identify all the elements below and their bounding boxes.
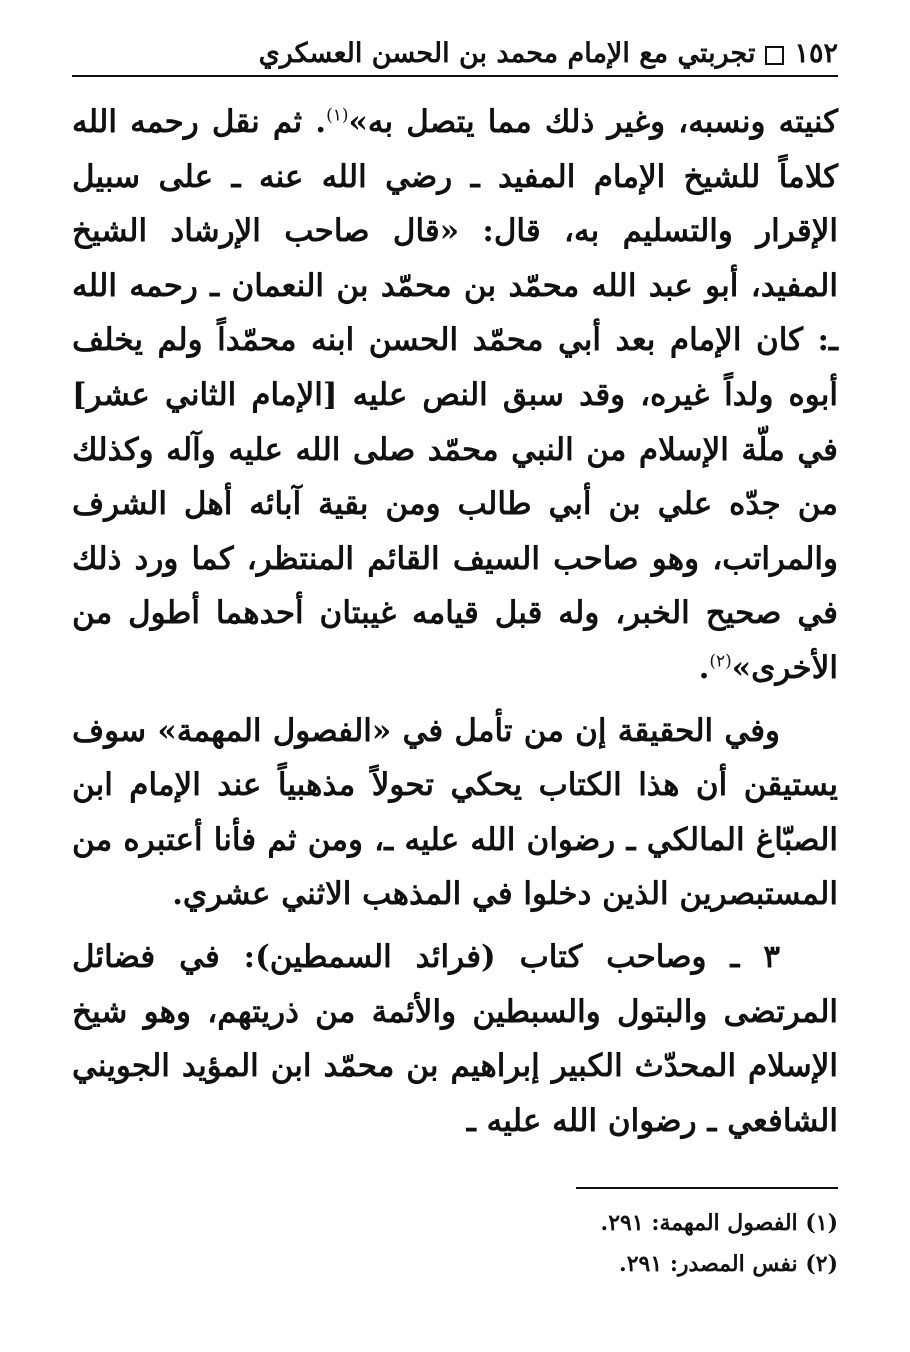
- header-square-icon: [765, 46, 784, 65]
- page-number: ١٥٢: [794, 38, 838, 69]
- main-text: [72, 95, 838, 1148]
- paragraph-3: ٣ ـ وصاحب كتاب (فرائد السمطين): في فضائل المرتضى والبتول والسبطين والأئمة من ذريتهم، وهو شيخ الإسلام المحدّث الكبير إبراهيم بن محمّد ابن المؤيد الجويني الشافعي ـ رضوان الله عليه ـ: [72, 938, 838, 1139]
- footnote-2: (٢) نفس المصدر: ٢٩١.: [619, 1251, 838, 1277]
- footnotes: [72, 1210, 838, 1292]
- paragraph-1-quote: . ثم نقل رحمه الله كلاماً للشيخ الإمام المفيد ـ رضي الله عنه ـ على سبيل الإقرار والتسليم به، قال: «قال صاحب الإرشاد الشيخ المفيد، أبو عبد الله محمّد بن محمّد بن النعمان ـ رحمه الله ـ: كان الإمام بعد أبي محمّد الحسن ابنه محمّداً ولم يخلف أبوه ولداً غيره، وقد سبق النص عليه [الإمام الثاني عشر] في ملّة الإسلام من النبي محمّد صلى الله عليه وآله وكذلك من جدّه علي بن أبي طالب ومن بقية آبائه أهل الشرف والمراتب، وهو صاحب السيف القائم المنتظر، كما ورد ذلك في صحيح الخبر، وله قبل قيامه غيبتان أحدهما أطول من الأخرى»: [72, 104, 838, 686]
- footnote-separator: [576, 1187, 838, 1189]
- footnote-ref-1: (١): [326, 105, 349, 126]
- paragraph-1-start: كنيته ونسبه، وغير ذلك مما يتصل به»: [348, 104, 839, 140]
- page-header: [72, 38, 838, 77]
- running-title: تجربتي مع الإمام محمد بن الحسن العسكري: [258, 38, 756, 69]
- paragraph-1: [72, 95, 838, 696]
- footnote-1: (١) الفصول المهمة: ٢٩١.: [600, 1210, 838, 1236]
- paragraph-1-end: .: [698, 649, 710, 686]
- paragraph-2: وفي الحقيقة إن من تأمل في «الفصول المهمة» سوف يستيقن أن هذا الكتاب يحكي تحولاً مذهبياً عند الإمام ابن الصبّاغ المالكي ـ رضوان الله عليه ـ، ومن ثم فأنا أعتبره من المستبصرين الذين دخلوا في المذهب الاثني عشري.: [72, 712, 838, 913]
- footnote-ref-2: (٢): [709, 651, 732, 672]
